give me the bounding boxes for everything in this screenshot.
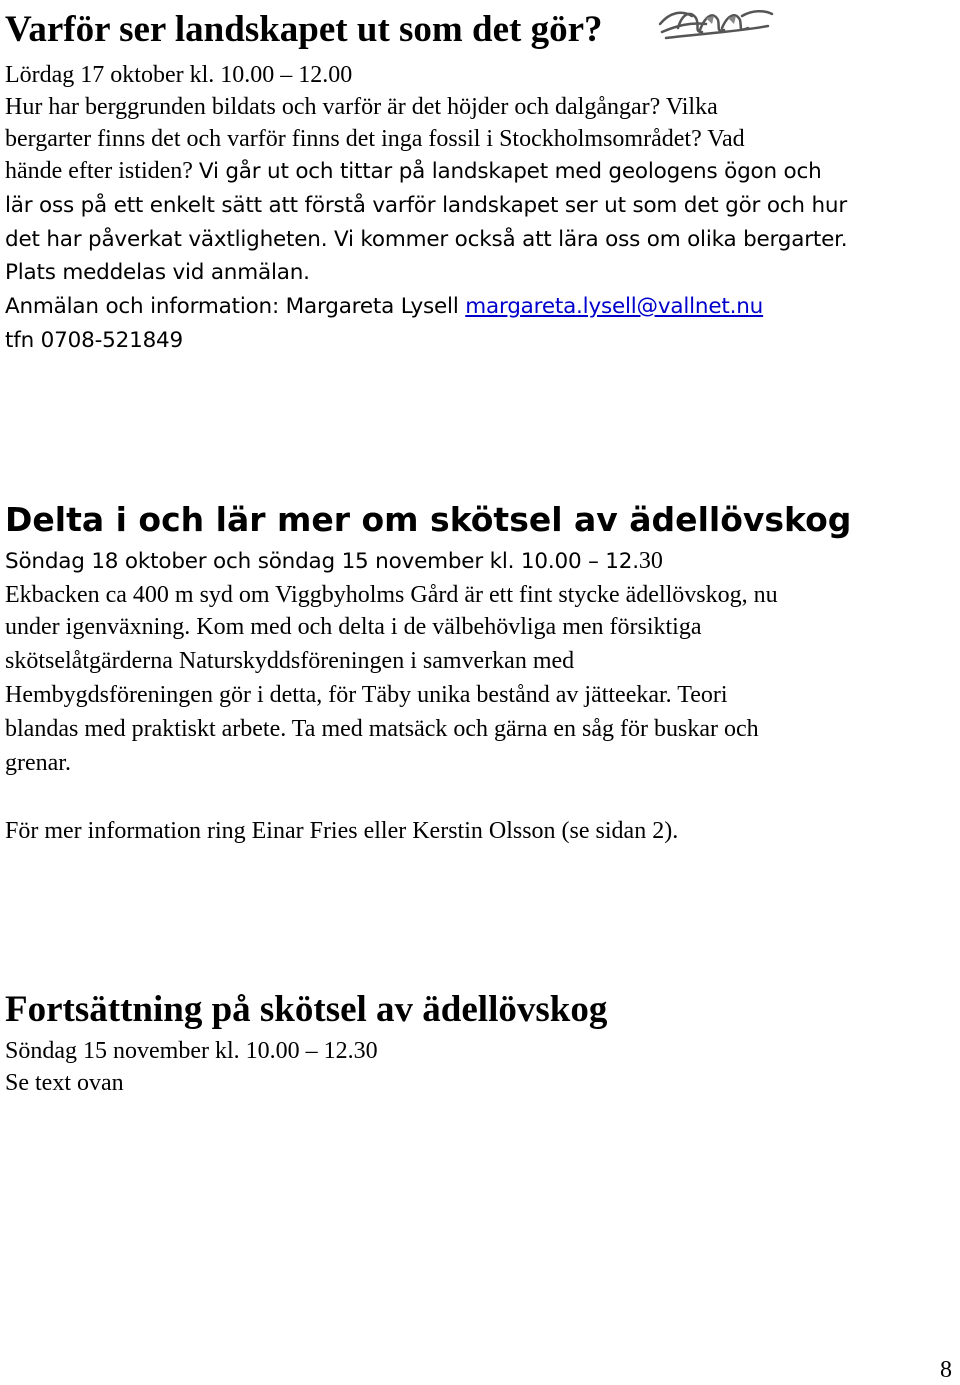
- section2-date: [5, 546, 663, 577]
- section2-text-line: blandas med praktiskt arbete. Ta med matsäck och gärna en såg för buskar och: [5, 716, 759, 742]
- section2-text-line: skötselåtgärderna Naturskyddsföreningen i samverkan med: [5, 648, 575, 674]
- section1-text-line: bergarter finns det och varför finns det inga fossil i Stockholmsområdet? Vad: [5, 126, 745, 152]
- email-link[interactable]: margareta.lysell@vallnet.nu: [465, 294, 764, 319]
- section1-text-line: Hur har berggrunden bildats och varför är det höjder och dalgångar? Vilka: [5, 94, 718, 120]
- section1-contact: [5, 293, 763, 321]
- section1-text-line: det har påverkat växtligheten. Vi kommer också att lära oss om olika bergarter.: [5, 227, 848, 252]
- section2-text-line: grenar.: [5, 750, 71, 776]
- section2-date-segment: 30: [638, 548, 663, 574]
- section1-date: Lördag 17 oktober kl. 10.00 – 12.00: [5, 62, 353, 88]
- section1-text-segment: hände efter istiden?: [5, 158, 199, 184]
- section2-date-segment: Söndag 18 oktober och söndag 15 november kl. 10.00 – 12.: [5, 549, 639, 574]
- page-number: 8: [940, 1357, 952, 1383]
- section2-text-segment: Kom med och delta i de välbehövliga men försiktiga: [196, 614, 702, 640]
- section1-title: Varför ser landskapet ut som det gör?: [5, 9, 603, 50]
- contact-label: Anmälan och information: Margareta Lysell: [5, 294, 466, 319]
- logo-icon: [656, 2, 776, 42]
- section2-text-segment: under igenväxning.: [5, 614, 197, 640]
- section1-text-line: lär oss på ett enkelt sätt att förstå varför landskapet ser ut som det gör och hur: [5, 193, 847, 218]
- section3-note: Se text ovan: [5, 1070, 124, 1096]
- section3-date: Söndag 15 november kl. 10.00 – 12.30: [5, 1038, 378, 1064]
- section1-text-segment: Vi går ut och tittar på landskapet med geologens ögon och: [198, 159, 822, 184]
- section1-text-line: Plats meddelas vid anmälan.: [5, 260, 310, 285]
- section3-title: Fortsättning på skötsel av ädellövskog: [5, 989, 608, 1030]
- section1-phone: tfn 0708-521849: [5, 328, 184, 353]
- section1-text-line: [5, 156, 822, 187]
- section2-text-line: [5, 612, 702, 642]
- section2-title: Delta i och lär mer om skötsel av ädellövskog: [5, 500, 852, 539]
- section2-text-line: Hembygdsföreningen gör i detta, för Täby unika bestånd av jätteekar. Teori: [5, 682, 728, 708]
- section2-info: För mer information ring Einar Fries eller Kerstin Olsson (se sidan 2).: [5, 818, 679, 844]
- section2-text-line: Ekbacken ca 400 m syd om Viggbyholms Gård är ett fint stycke ädellövskog, nu: [5, 582, 778, 608]
